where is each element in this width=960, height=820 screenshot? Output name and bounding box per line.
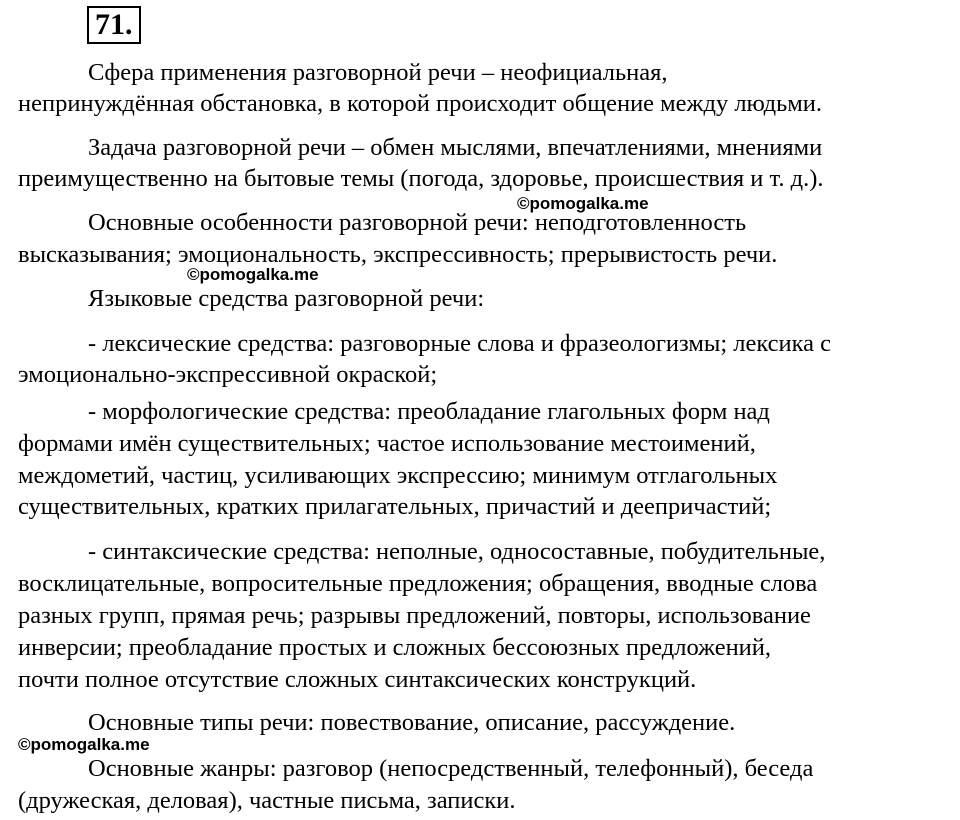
text-line: высказывания; эмоциональность, экспрессивность; прерывистость речи. — [18, 241, 778, 268]
text-line: Основные жанры: разговор (непосредственный, телефонный), беседа — [88, 755, 814, 782]
text-line: Основные особенности разговорной речи: неподготовленность — [88, 209, 747, 236]
text-line: восклицательные, вопросительные предложения; обращения, вводные слова — [18, 570, 818, 597]
exercise-number: 71. — [87, 6, 141, 44]
text-line: инверсии; преобладание простых и сложных бессоюзных предложений, — [18, 634, 772, 661]
text-line: Задача разговорной речи – обмен мыслями, впечатлениями, мнениями — [88, 134, 823, 161]
text-line: Сфера применения разговорной речи – неофициальная, — [88, 59, 668, 86]
text-line: Основные типы речи: повествование, описание, рассуждение. — [88, 709, 736, 736]
text-line: существительных, кратких прилагательных, причастий и деепричастий; — [18, 493, 772, 520]
text-line: - синтаксические средства: неполные, односоставные, побудительные, — [88, 538, 826, 565]
text-line: преимущественно на бытовые темы (погода, здоровье, происшествия и т. д.). — [18, 165, 824, 192]
text-line: почти полное отсутствие сложных синтаксических конструкций. — [18, 666, 697, 693]
text-line: разных групп, прямая речь; разрывы предложений, повторы, использование — [18, 602, 811, 629]
text-line: - лексические средства: разговорные слова и фразеологизмы; лексика с — [88, 330, 832, 357]
text-line: - морфологические средства: преобладание глагольных форм над — [88, 398, 770, 425]
text-line: эмоционально-экспрессивной окраской; — [18, 361, 438, 388]
watermark: ©pomogalka.me — [18, 735, 150, 754]
text-line: формами имён существительных; частое использование местоимений, — [18, 430, 756, 457]
text-line: Языковые средства разговорной речи: — [88, 285, 485, 312]
text-line: (дружеская, деловая), частные письма, записки. — [18, 787, 516, 814]
text-line: непринуждённая обстановка, в которой происходит общение между людьми. — [18, 90, 822, 117]
text-line: междометий, частиц, усиливающих экспрессию; минимум отглагольных — [18, 462, 778, 489]
watermark: ©pomogalka.me — [187, 265, 319, 284]
watermark: ©pomogalka.me — [517, 194, 649, 213]
